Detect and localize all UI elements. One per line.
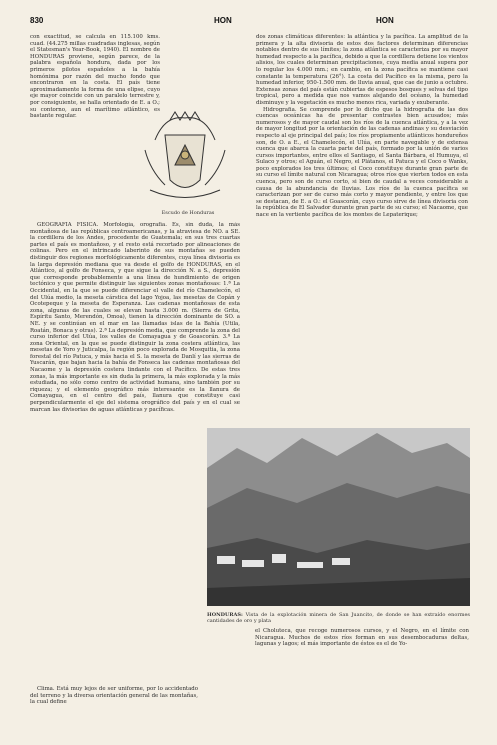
right-column bbox=[256, 34, 468, 297]
photo-caption-bold: HONDURAS: bbox=[207, 612, 243, 618]
left-column bbox=[30, 34, 240, 120]
honduras-coat-of-arms bbox=[135, 110, 235, 205]
emblem-caption: Escudo de Honduras bbox=[161, 210, 215, 216]
mining-photo bbox=[207, 428, 470, 606]
running-title-right: HON bbox=[376, 16, 394, 25]
paragraph-physical-geography: GEOGRAFÍA FÍSICA. Morfología, orografía. Es, sin duda, la más montañosa de las repúblicas centroamericanas, y la atraviesa de NO. a SE. la cordillera de los Andes, procedente de Guatemala; en sus tres cuartas partes el país es montañoso, y el resto está recortado por alineaciones de colinas. Pero en el intrincado laberinto de sus montañas se pueden distinguir dos regiones morfológicamente diferentes, cuya línea divisoria es la larga depresión mediana que va desde el golfo de HONDURAS, en el Atlántico, al golfo de Fonseca, y que sigue la dirección N. a S., depresión que corresponde probablemente a una línea de hundimiento de origen tectónico y que permite distinguir las siguientes zonas montañosas: 1.ª La Occidental, en la que se puede diferenciar el valle del río Chamelecón, el del Ulúa medio, la meseta cárstica del lago Yojoa, las mesetas de Copán y Ocotepeque y la meseta de Esperanza. Las cadenas montañosas de esta zona, algunas de las cuales se elevan hasta 3.000 m. (Sierra de Grita, Espíritu Santo, Merendón, Omoa), tienen la dirección dominante de SO. a NE. y se continúan en el mar en las llamadas islas de la Bahía (Utila, Roatán, Bonaca y otras). 2.ª La depresión media, que comprende la zona del curso inferior del Ulúa, los valles de Comayagua y de Goascorán. 3.ª La zona Oriental, en la que se puede distinguir la zona costera atlántica, las mesetas de Yoro y Juticalpa, la región poco explorada de Mosquitia, la zona forestal del río Patuca, y más hacia el S. la meseta de Danlí y las sierras de Yuscarán, que bajan hacia la bahía de Fonseca las cadenas montañosas del Nacaome y la depresión costera lindante con el Pacífico. De estas tres zonas, la más importante es sin duda la primera, la más explorada y la más estudiada, no sólo como centro de actividad humana, sino también por su riqueza; y el elemento geográfico más interesante es la llanura de Comayagua, en el centro del país, llanura que constituye casi perpendicularmente el eje del sistema orográfico del país y en el cual se marcan las divisorias de aguas atlánticas y pacíficas. bbox=[30, 222, 240, 413]
running-title-left: HON bbox=[214, 16, 232, 25]
left-column-lower bbox=[30, 428, 198, 728]
paragraph-hydrography: Hidrografía. Se comprende por lo dicho que la hidrografía de las dos cuencas oceánicas ha de presentar contrastes bien acusados; más numerosos y de mayor caudal son los ríos de la cuenca atlántica, y a la vez de mayor longitud por la orientación de las cadenas andinas y su desviación respecto al eje principal del país; los ríos propiamente atlánticos hondureños son, de O. a E., el Chamelecón, el Ulúa, en parte navegable y de extensa cuenca que abarca la cuarta parte del país, formado por la unión de varios cursos importantes, entre ellos el Santiago, el Santa Bárbara, el Humuya, el Sulaco y otros; el Aguán, el Negro, el Plátanos, el Patuca y el Coco o Wanks, poco explorados los tres últimos; el Coco constituye durante gran parte de su curso el límite natural con Nicaragua; otros ríos que vierten todos en esta cuenca, pero son de curso corto, si bien de caudal a veces considerable a causa de la abundancia de lluvias. Los ríos de la cuenca pacífica se caracterizan por ser de curso más corto y mayor pendiente, y entre los que se destacan, de E. a O.: el Goascorán, cuyo curso sirve de línea divisoria con la república de El Salvador durante gran parte de su curso; el Nacaome, que nace en la vertiente pacífica de los montes de Lepaterique; bbox=[256, 106, 468, 219]
photo-caption bbox=[207, 612, 470, 624]
paragraph-climate-zones: dos zonas climáticas diferentes: la atlántica y la pacífica. La amplitud de la primera y la alta divisoria de estos dos factores determinan diferencias notables dentro de sus límites; la zona atlántica se caracteriza por su mayor humedad respecto a la pacífica, debido a que la cordillera detiene los vientos alisios, los cuales determinan precipitaciones, cuya media anual supera por lo regular los 4.000 mm.; en cambio, en la zona pacífica se mantiene casi constante la temperatura (26°). La costa del Pacífico es la misma, pero la humedad inferior, 950-1.500 mm. de lluvia anual, que cae de junio a octubre. Extensas zonas del país están cubiertas de espesos bosques y selvas del tipo tropical, pero a medida que nos vamos alejando del océano, la humedad disminuye y la vegetación es mucho menos rica, variada y exuberante. bbox=[256, 34, 468, 106]
right-column-bottom: el Choluteca, que recoge numerosos cursos, y el Negro, en el límite con Nicaragua. Muchos de estos ríos forman en sus desembocaduras deltas, lagunas y lagos; el más importante de éstos es el de Yo- bbox=[255, 628, 469, 648]
page-number: 830 bbox=[30, 16, 44, 25]
page-header bbox=[30, 16, 467, 30]
photo-caption-text: Vista de la explotación minera de San Juancito, de donde se han extraído enormes cantidades de oro y plata bbox=[207, 612, 470, 624]
paragraph-climate: Clima. Está muy lejos de ser uniforme, por lo accidentado del terreno y la diversa orientación general de las montañas, la cual define bbox=[30, 686, 198, 706]
left-column-continued bbox=[30, 222, 240, 427]
emblem-drawing bbox=[145, 112, 225, 198]
paragraph-area: con exactitud, se calcula en 115.100 kms. cuad. (44.275 millas cuadradas inglesas, según el Statesman's Year-Book, 1940). El nombre de HONDURAS proviene, según parece, de la palabra española hondura, dada por los primeros pilotos españoles a la bahía homónima por razón del mucho fondo que encontraron en la costa. El país tiene aproximadamente la forma de una elipse, cuyo eje mayor coincide con un paralelo terrestre y, por consiguiente, se halla orientado de E. a O.; su contorno, aun el marítimo atlántico, es bastante regular. bbox=[30, 34, 160, 120]
